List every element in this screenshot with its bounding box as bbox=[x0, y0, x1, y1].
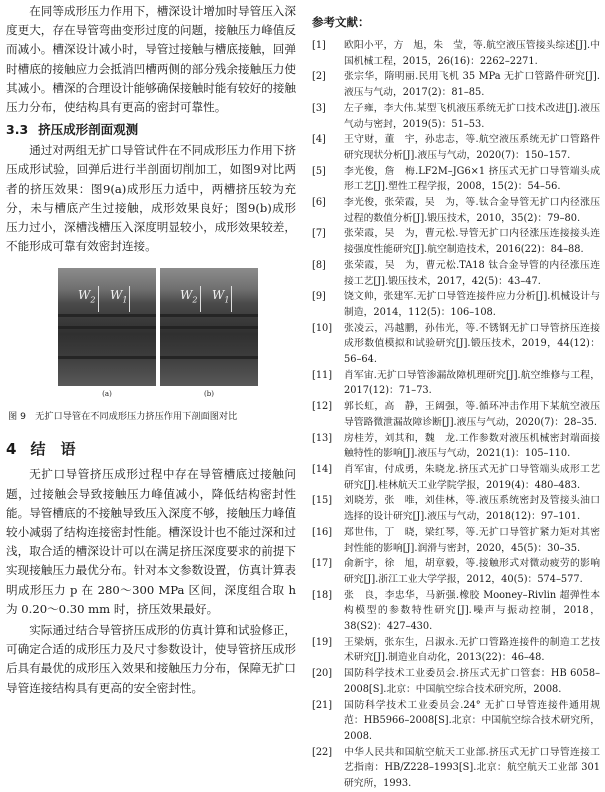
label-w2: $W_2$ bbox=[78, 288, 96, 305]
subcaption-b: (b) bbox=[204, 390, 214, 399]
reference-index: [15] bbox=[312, 495, 333, 507]
paragraph-groove-depth: 在同等成形压力作用下，槽深设计增加时导管压入深度更大，存在导管弯曲变形过度的问题，接触压力峰值反而减小。槽深设计减小时，导管过接触与槽底接触，回弹时槽底的接触应力会抵消凹槽两侧的部分残余接触压力使其减小。槽深的合理设计能够确保接触时能有较好的接触压力分布，使结构具有更高的密封可靠性。 bbox=[6, 4, 296, 115]
paragraph-section-observation: 通过对两组无扩口导管试件在不同成形压力作用下挤压成形试验，回弹后进行半剖面切削加工，如图9对比两者的挤压效果：图9(a)成形压力适中，两槽挤压较为充分，未与槽底产生过接触，成形效果良好；图9(b)成形压力过小，深槽浅槽压入深度明显较小，成形效果较差，不能形成可靠有效密封连接。 bbox=[6, 143, 296, 254]
reference-index: [1] bbox=[312, 40, 326, 51]
reference-item bbox=[312, 525, 600, 556]
reference-text: 张宗华，隋明丽.民用飞机 35 MPa 无扩口管路件研究[J].液压与气动，2017(2)：81–85. bbox=[344, 71, 600, 99]
reference-item bbox=[312, 431, 600, 462]
references-column bbox=[312, 0, 600, 792]
reference-text: 王守财，董 宇，孙忠志，等.航空液压系统无扩口管路件研究现状分析[J].液压与气动，2020(7)：150–157. bbox=[344, 134, 600, 161]
reference-item bbox=[312, 195, 600, 226]
reference-index: [7] bbox=[312, 228, 326, 240]
figure-9 bbox=[6, 268, 296, 408]
reference-text: 刘晓芳，张 唯，刘佳林，等.液压系统密封及管接头油口选择的设计研究[J].液压与气动，2018(12)：97–101. bbox=[344, 495, 600, 523]
reference-index: [8] bbox=[312, 259, 326, 271]
section-title: 结 语 bbox=[30, 440, 76, 459]
figure-9b-photo bbox=[160, 268, 258, 386]
reference-index: [9] bbox=[312, 291, 326, 303]
section-number: 4 bbox=[6, 440, 17, 459]
reference-index: [20] bbox=[312, 668, 333, 680]
reference-item bbox=[312, 462, 600, 493]
reference-item bbox=[312, 101, 600, 132]
reference-item bbox=[312, 698, 600, 745]
reference-item bbox=[312, 399, 600, 430]
reference-text: 肖军宙.无扩口导管渗漏故障机理研究[J].航空维修与工程，2017(12)：71–73. bbox=[344, 369, 600, 397]
reference-text: 俞新宇，徐 旭，胡章毅，等.接触形式对微动疲劳的影响研究[J].浙江工业大学学报，2012，40(5)：574–577. bbox=[344, 558, 600, 585]
section-heading-4 bbox=[6, 438, 296, 459]
reference-text: 国防科学技术工业委员会.挤压式无扩口管套：HB 6058–2008[S].北京：中国航空综合技术研究所，2008. bbox=[344, 668, 600, 695]
reference-index: [10] bbox=[312, 322, 333, 334]
reference-text: 国防科学技术工业委员会.24° 无扩口导管连接件通用规范：HB5966–2008[S].北京：中国航空综合技术研究所，2008. bbox=[344, 699, 600, 742]
reference-text: 李光俊，张荣霞，吴 为，等.钛合金导管无扩口内径涨压过程的数值分析[J].锻压技术，2010，35(2)：79–80. bbox=[344, 197, 600, 224]
reference-item bbox=[312, 289, 600, 320]
reference-item bbox=[312, 745, 600, 792]
reference-index: [19] bbox=[312, 636, 333, 648]
reference-text: 张 良，李忠华，马新强.橡胶 Mooney–Rivlin 超弹性本构模型的参数特性研究[J].噪声与振动控制，2018，38(S2)：427–430. bbox=[344, 589, 600, 633]
reference-item bbox=[312, 588, 600, 635]
figure-caption: 图 9 无扩口导管在不同成形压力挤压作用下剖面图对比 bbox=[8, 411, 238, 423]
reference-item bbox=[312, 321, 600, 368]
reference-text: 郑世伟，丁 晓，梁红琴，等.无扩口导管扩紧力矩对其密封性能的影响[J].润滑与密封，2020，45(5)：30–35. bbox=[344, 526, 600, 554]
reference-text: 张荣霞，吴 为，曹元松.导管无扩口内径涨压连接接头连接强度性能研究[J].航空制造技术，2016(22)：84–88. bbox=[344, 228, 600, 256]
reference-index: [17] bbox=[312, 558, 333, 570]
reference-index: [21] bbox=[312, 699, 333, 711]
reference-index: [13] bbox=[312, 432, 333, 444]
reference-index: [18] bbox=[312, 589, 333, 601]
reference-item bbox=[312, 258, 600, 289]
label-w1: $W_1$ bbox=[212, 288, 230, 305]
references-title: 参考文献： bbox=[312, 15, 370, 29]
label-w1: $W_1$ bbox=[110, 288, 128, 305]
reference-index: [3] bbox=[312, 102, 326, 114]
reference-text: 左子雍，李大伟.某型飞机液压系统无扩口技术改进[J].液压气动与密封，2019(5)：51–53. bbox=[344, 102, 600, 130]
section-number: 3.3 bbox=[6, 122, 29, 138]
reference-item bbox=[312, 164, 600, 195]
reference-text: 中华人民共和国航空航天工业部.挤压式无扩口导管连接工艺指南：HB/Z228–1993[S].北京：航空航天工业部 301 研究所，1993. bbox=[344, 746, 600, 790]
paragraph-conclusion-1: 无扩口导管挤压成形过程中存在导管槽底过接触问题，过接触会导致接触压力峰值减小，降低结构密封性能。导管槽底的不接触导致压入深度不够，接触压力峰值较小减弱了结构连接密封性能。槽深设计也不能过深和过浅，取合适的槽深设计可以在满足挤压深度要求的前提下实现接触压力最优分布。针对本文参数设置，仿真计算表明成形压力 p 在 280～300 MPa 区间，深度组合取 h 为 0.20～0.30 mm 时，挤压效果最好。 bbox=[6, 467, 296, 616]
paragraph-conclusion-2: 实际通过结合导管挤压成形的仿真计算和试验修正，可确定合适的成形压力及尺寸参数设计，使导管挤压成形后具有最优的成形压入效果和接触压力分布，保障无扩口导管连接结构具有更高的安全密封性。 bbox=[6, 623, 296, 695]
subcaption-a: (a) bbox=[102, 390, 112, 399]
reference-item bbox=[312, 132, 600, 163]
figure-9a-photo bbox=[58, 268, 156, 386]
section-title: 挤压成形剖面观测 bbox=[38, 122, 139, 138]
reference-text: 肖军宙，付成勇，朱晓龙.挤压式无扩口导管端头成形工艺研究[J].桂林航天工业学院学报，2019(4)：480–483. bbox=[344, 463, 600, 491]
reference-index: [11] bbox=[312, 369, 333, 381]
reference-index: [12] bbox=[312, 401, 333, 413]
reference-list bbox=[312, 38, 600, 792]
reference-item bbox=[312, 635, 600, 666]
reference-text: 郭长虹，高 静，王阔强，等.循环冲击作用下某航空液压导管路微泄漏故障诊断[J].液压与气动，2020(7)：28–35. bbox=[344, 401, 600, 428]
reference-item bbox=[312, 368, 600, 399]
reference-text: 李光俊，詹 梅.LF2M–JG6×1 挤压式无扩口导管端头成形工艺[J].塑性工程学报，2008，15(2)：54–56. bbox=[344, 165, 600, 193]
reference-index: [14] bbox=[312, 463, 333, 475]
reference-item bbox=[312, 69, 600, 100]
reference-index: [6] bbox=[312, 197, 326, 209]
reference-text: 张凌云，冯越鹏，孙伟光，等.不锈钢无扩口导管挤压连接成形数值模拟和试验研究[J].锻压技术，2019，44(12)：56–64. bbox=[344, 322, 600, 366]
reference-index: [2] bbox=[312, 71, 326, 83]
reference-text: 饶文帅，张建军.无扩口导管连接件应力分析[J].机械设计与制造，2014，112(5)：106–108. bbox=[344, 291, 600, 318]
reference-text: 王梁炳，张东生，吕淑永.无扩口管路连接件的制造工艺技术研究[J].制造业自动化，2013(22)：46–48. bbox=[344, 636, 600, 664]
reference-item bbox=[312, 38, 600, 69]
reference-item bbox=[312, 666, 600, 697]
reference-item bbox=[312, 556, 600, 587]
section-heading-3-3 bbox=[6, 121, 296, 139]
reference-item bbox=[312, 226, 600, 257]
reference-index: [22] bbox=[312, 746, 333, 758]
reference-index: [16] bbox=[312, 526, 333, 538]
reference-text: 张荣霞，吴 为，曹元松.TA18 钛合金导管的内径涨压连接工艺[J].锻压技术，2017，42(5)：43–47. bbox=[344, 259, 600, 287]
reference-text: 欧阳小平，方 旭，朱 莹，等.航空液压管接头综述[J].中国机械工程，2015，26(16)：2262–2271. bbox=[344, 40, 600, 67]
reference-index: [5] bbox=[312, 165, 326, 177]
left-column bbox=[6, 0, 296, 698]
reference-item bbox=[312, 493, 600, 524]
label-w2: $W_2$ bbox=[180, 288, 198, 305]
reference-index: [4] bbox=[312, 134, 326, 146]
reference-text: 房桂芳，刘其和，魏 龙.工作参数对液压机械密封端面接触特性的影响[J].液压与气动，2021(1)：105–110. bbox=[344, 432, 600, 460]
